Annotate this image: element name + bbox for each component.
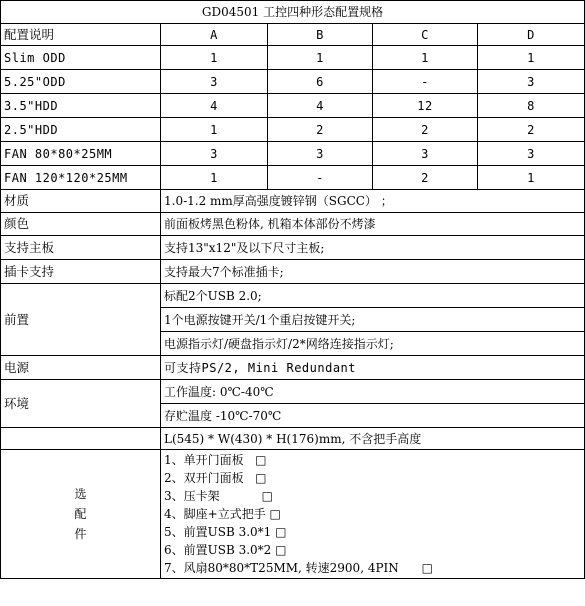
color-value: 前面板烤黑色粉体, 机箱本体部份不烤漆 xyxy=(161,213,585,236)
table-row xyxy=(1,260,585,284)
option-text: 5、前置USB 3.0*1 xyxy=(164,525,272,539)
option-text: 1、单开门面板 xyxy=(164,453,244,467)
size-label xyxy=(1,428,161,450)
option-text: 3、压卡架 xyxy=(164,489,220,503)
color-label: 颜色 xyxy=(1,213,161,236)
table-row xyxy=(1,450,585,579)
table-row xyxy=(1,356,585,380)
list-item xyxy=(164,469,581,487)
list-item xyxy=(164,505,581,523)
config-cell: 6 xyxy=(268,70,373,94)
checkbox-icon[interactable]: □ xyxy=(275,543,287,557)
config-cell: 1 xyxy=(478,166,585,190)
config-col-b: B xyxy=(268,24,373,46)
checkbox-icon[interactable]: □ xyxy=(261,489,273,503)
config-header-label: 配置说明 xyxy=(1,24,161,46)
config-cell: 1 xyxy=(268,46,373,70)
option-text: 4、脚座+立式把手 xyxy=(164,507,266,521)
front-label: 前置 xyxy=(1,284,161,356)
config-row-label: 2.5"HDD xyxy=(1,118,161,142)
env-line: 存贮温度 -10℃-70℃ xyxy=(161,404,585,428)
checkbox-icon[interactable]: □ xyxy=(275,525,287,539)
list-item xyxy=(164,451,581,469)
mainboard-label: 支持主板 xyxy=(1,236,161,260)
options-label-char: 选 xyxy=(74,487,87,501)
table-title: GD04501 工控四种形态配置规格 xyxy=(1,1,585,24)
table-row xyxy=(1,70,585,94)
material-value: 1.0-1.2 mm厚高强度镀锌钢（SGCC） ； xyxy=(161,190,585,213)
env-label: 环境 xyxy=(1,380,161,428)
config-cell: 4 xyxy=(161,94,268,118)
material-label: 材质 xyxy=(1,190,161,213)
option-text: 7、风扇80*80*T25MM, 转速2900, 4PIN xyxy=(164,561,399,575)
config-cell: 4 xyxy=(268,94,373,118)
table-row xyxy=(1,428,585,450)
config-cell: 2 xyxy=(478,118,585,142)
options-label xyxy=(1,450,161,579)
env-line: 工作温度: 0℃-40℃ xyxy=(161,380,585,404)
table-row xyxy=(1,46,585,70)
config-cell: 12 xyxy=(373,94,478,118)
config-row-label: 3.5"HDD xyxy=(1,94,161,118)
checkbox-icon[interactable]: □ xyxy=(269,507,281,521)
table-row xyxy=(1,284,585,308)
card-label: 插卡支持 xyxy=(1,260,161,284)
list-item xyxy=(164,559,581,577)
list-item xyxy=(164,523,581,541)
config-cell: - xyxy=(268,166,373,190)
config-col-c: C xyxy=(373,24,478,46)
list-item xyxy=(164,541,581,559)
config-col-a: A xyxy=(161,24,268,46)
table-row xyxy=(1,166,585,190)
options-list xyxy=(161,450,585,579)
options-label-char: 件 xyxy=(74,527,87,541)
config-row-label: FAN 80*80*25MM xyxy=(1,142,161,166)
config-row-label: Slim ODD xyxy=(1,46,161,70)
config-cell: 1 xyxy=(478,46,585,70)
table-row xyxy=(1,213,585,236)
config-cell: 3 xyxy=(161,142,268,166)
config-cell: 2 xyxy=(373,166,478,190)
checkbox-icon[interactable]: □ xyxy=(421,561,434,575)
mainboard-value: 支持13"x12"及以下尺寸主板; xyxy=(161,236,585,260)
config-col-d: D xyxy=(478,24,585,46)
config-cell: 3 xyxy=(478,70,585,94)
power-label: 电源 xyxy=(1,356,161,380)
option-text: 2、双开门面板 xyxy=(164,471,244,485)
list-item xyxy=(164,487,581,505)
checkbox-icon[interactable]: □ xyxy=(255,471,267,485)
front-line: 电源指示灯/硬盘指示灯/2*网络连接指示灯; xyxy=(161,332,585,356)
front-line: 标配2个USB 2.0; xyxy=(161,284,585,308)
config-cell: 3 xyxy=(478,142,585,166)
config-cell: 1 xyxy=(161,46,268,70)
config-cell: 3 xyxy=(268,142,373,166)
config-cell: 1 xyxy=(373,46,478,70)
config-cell: 3 xyxy=(373,142,478,166)
table-row xyxy=(1,142,585,166)
table-row xyxy=(1,380,585,404)
table-row xyxy=(1,236,585,260)
card-value: 支持最大7个标准插卡; xyxy=(161,260,585,284)
config-row-label: 5.25"ODD xyxy=(1,70,161,94)
config-row-label: FAN 120*120*25MM xyxy=(1,166,161,190)
config-cell: 1 xyxy=(161,166,268,190)
table-row xyxy=(1,190,585,213)
front-line: 1个电源按键开关/1个重启按键开关; xyxy=(161,308,585,332)
config-cell: 2 xyxy=(373,118,478,142)
size-value: L(545) * W(430) * H(176)mm, 不含把手高度 xyxy=(161,428,585,450)
table-row xyxy=(1,118,585,142)
options-label-char: 配 xyxy=(74,507,87,521)
checkbox-icon[interactable]: □ xyxy=(255,453,267,467)
config-cell: - xyxy=(373,70,478,94)
option-text: 6、前置USB 3.0*2 xyxy=(164,543,272,557)
table-row xyxy=(1,94,585,118)
config-cell: 8 xyxy=(478,94,585,118)
config-cell: 3 xyxy=(161,70,268,94)
config-cell: 1 xyxy=(161,118,268,142)
power-value: 可支持PS/2, Mini Redundant xyxy=(161,356,585,380)
config-cell: 2 xyxy=(268,118,373,142)
